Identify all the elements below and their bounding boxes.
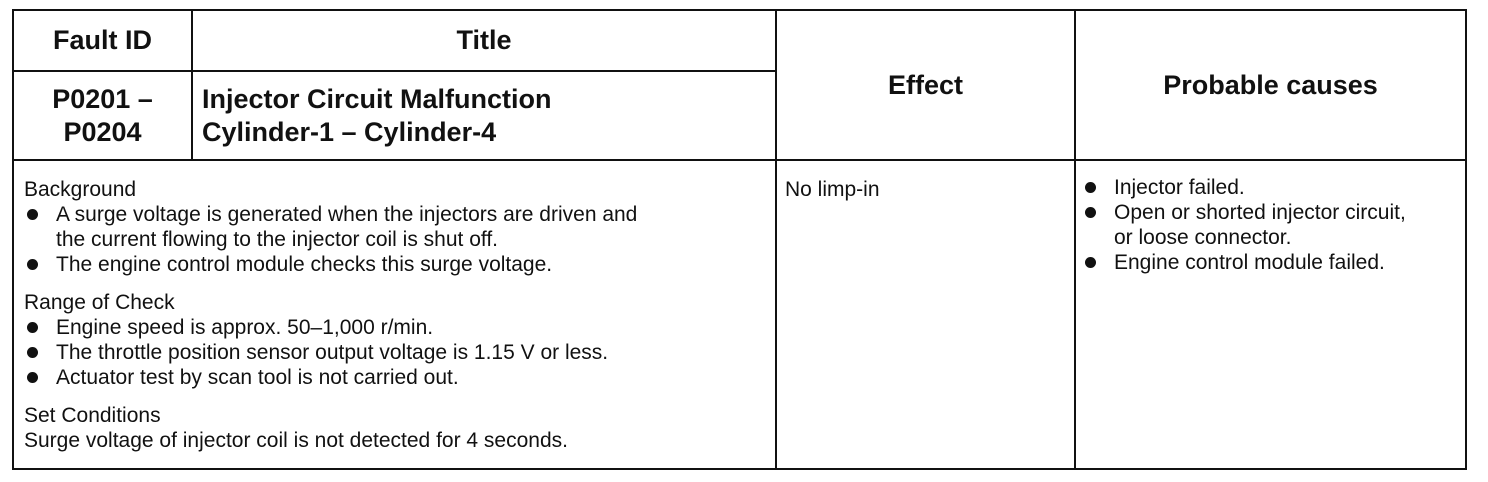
effect-text: No limp-in [785, 178, 880, 201]
list-item-line: Engine speed is approx. 50–1,000 r/min. [56, 316, 434, 339]
bullet-dot-icon [27, 209, 38, 220]
list-item [24, 365, 769, 390]
set-conditions-heading: Set Conditions [24, 404, 161, 427]
set-conditions-text: Surge voltage of injector coil is not detected for 4 seconds. [24, 429, 568, 452]
fault-title-line2: Cylinder-1 – Cylinder-4 [202, 116, 497, 147]
bullet-dot-icon [1085, 257, 1096, 268]
effect-cell [785, 177, 1069, 467]
list-item [1082, 250, 1462, 275]
list-item-line: Open or shorted injector circuit, [1114, 201, 1406, 224]
fault-id-header [14, 11, 191, 70]
effect-header [777, 11, 1074, 159]
list-item-line: Actuator test by scan tool is not carried out. [56, 366, 459, 389]
probable-causes-list [1082, 175, 1462, 275]
bullet-dot-icon [27, 372, 38, 383]
title-header [193, 11, 775, 70]
list-item [24, 340, 769, 365]
fault-code-line1: P0201 – [52, 84, 153, 115]
title-label: Title [456, 25, 512, 56]
fault-id-label: Fault ID [53, 25, 152, 56]
background-heading: Background [24, 178, 137, 201]
background-list [24, 202, 769, 277]
bullet-dot-icon [1085, 182, 1096, 193]
list-item-line: The throttle position sensor output voltage is 1.15 V or less. [56, 341, 609, 364]
list-item-line: Injector failed. [1114, 176, 1245, 199]
fault-table [12, 9, 1467, 470]
list-item [1082, 175, 1462, 200]
bullet-dot-icon [1085, 207, 1096, 218]
effect-label: Effect [887, 69, 963, 100]
list-item-line: the current flowing to the injector coil is shut off. [56, 228, 499, 251]
probable-causes-header [1076, 11, 1465, 159]
probable-causes-cell [1082, 175, 1462, 467]
fault-code [14, 72, 191, 159]
list-item [24, 202, 769, 252]
list-item-line: A surge voltage is generated when the injectors are driven and [56, 203, 638, 226]
list-item [24, 315, 769, 340]
details-cell [24, 177, 769, 467]
bullet-dot-icon [27, 347, 38, 358]
bullet-dot-icon [27, 322, 38, 333]
list-item [24, 252, 769, 277]
divider-header-body [14, 159, 1465, 161]
fault-title-line1: Injector Circuit Malfunction [202, 84, 552, 115]
list-item-line: Engine control module failed. [1114, 251, 1385, 274]
bullet-dot-icon [27, 259, 38, 270]
list-item-line: or loose connector. [1114, 226, 1292, 249]
range-of-check-list [24, 315, 769, 390]
list-item-line: The engine control module checks this surge voltage. [56, 253, 553, 276]
range-of-check-heading: Range of Check [24, 291, 175, 314]
fault-title [202, 72, 775, 159]
fault-code-line2: P0204 [63, 116, 142, 147]
list-item [1082, 200, 1462, 250]
probable-causes-label: Probable causes [1163, 69, 1378, 100]
